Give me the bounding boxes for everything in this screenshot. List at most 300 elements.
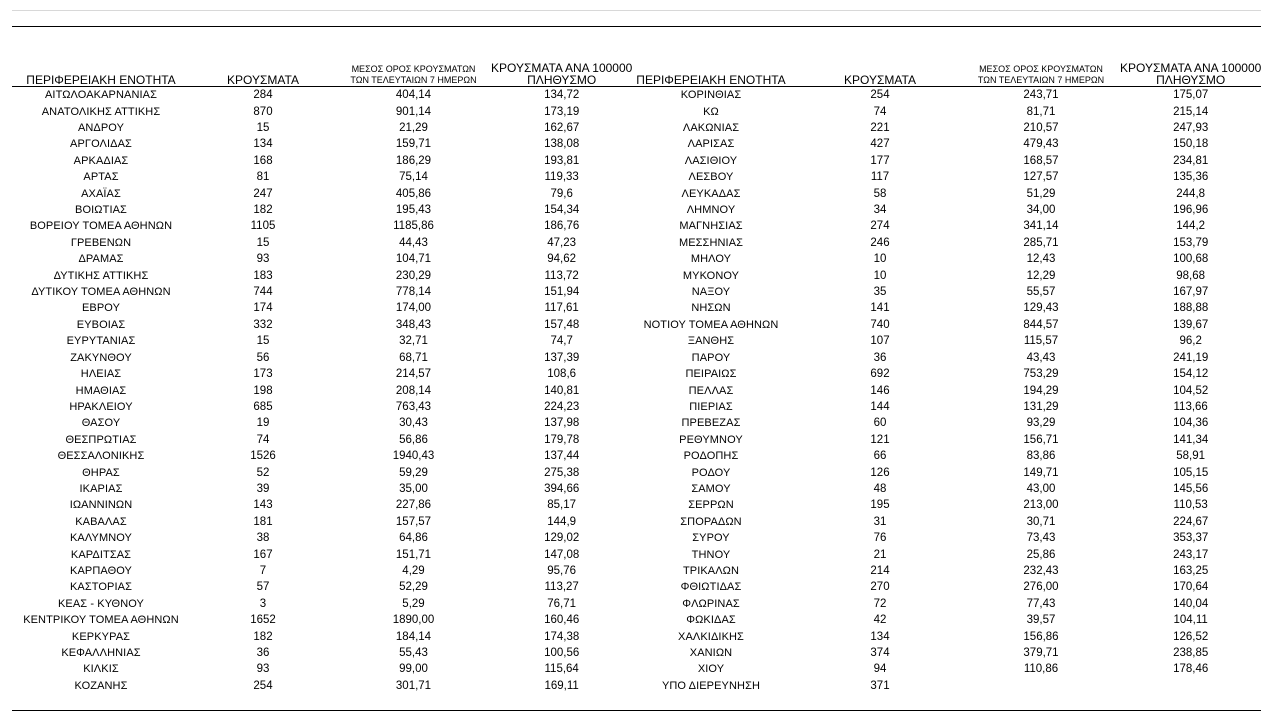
region-cell: ΛΗΜΝΟΥ: [686, 204, 736, 217]
per100k-cell: 129,02: [544, 532, 580, 545]
cases-cell: 15: [256, 122, 270, 135]
region-cell: ΦΛΩΡΙΝΑΣ: [682, 597, 740, 610]
per100k-cell: 150,18: [1173, 138, 1209, 151]
table-row: [624, 645, 1261, 661]
region-cell: ΚΑΒΑΛΑΣ: [75, 515, 127, 528]
avg7-cell: 12,43: [1026, 253, 1056, 266]
per100k-cell: 100,56: [544, 647, 580, 660]
region-cell: ΑΡΤΑΣ: [83, 171, 119, 184]
table-row: [12, 612, 632, 628]
avg7-cell: 174,00: [395, 302, 432, 315]
cases-cell: 52: [256, 466, 270, 479]
table-row: [624, 185, 1261, 201]
region-cell: ΕΥΡΥΤΑΝΙΑΣ: [66, 335, 136, 348]
per100k-cell: 238,85: [1173, 647, 1209, 660]
per100k-cell: 104,11: [1173, 614, 1208, 627]
cases-cell: 66: [873, 450, 887, 463]
table-row: [624, 661, 1261, 677]
region-cell: ΘΕΣΠΡΩΤΙΑΣ: [65, 433, 137, 446]
cases-cell: 246: [870, 236, 890, 249]
per100k-cell: 162,67: [544, 122, 580, 135]
table-row: [624, 103, 1261, 119]
per100k-cell: 126,52: [1173, 630, 1209, 643]
header-cases: ΚΡΟΥΣΜΑΤΑ: [798, 53, 962, 87]
per100k-cell: 140,04: [1173, 597, 1209, 610]
per100k-cell: 243,17: [1173, 548, 1209, 561]
cases-cell: 31: [873, 515, 887, 528]
header-per100k-line2: ΠΛΗΘΥΣΜΟ: [1156, 73, 1226, 87]
region-cell: ΘΑΣΟΥ: [81, 417, 121, 430]
region-cell: ΙΩΑΝΝΙΝΩΝ: [69, 499, 133, 512]
avg7-cell: 156,86: [1023, 630, 1059, 643]
region-cell: ΔΥΤΙΚΟΥ ΤΟΜΕΑ ΑΘΗΝΩΝ: [31, 286, 171, 299]
avg7-cell: 115,57: [1023, 335, 1059, 348]
region-cell: ΥΠΟ ΔΙΕΡΕΥΝΗΣΗ: [661, 679, 761, 692]
cases-cell: 34: [873, 204, 887, 217]
header-per100k: [1120, 53, 1261, 87]
avg7-cell: 75,14: [399, 171, 428, 184]
avg7-cell: 151,71: [395, 548, 432, 561]
region-cell: ΛΑΡΙΣΑΣ: [687, 138, 735, 151]
top-thin-rule: [12, 10, 1261, 11]
avg7-cell: 51,29: [1026, 187, 1056, 200]
cases-cell: 143: [253, 499, 273, 512]
avg7-cell: 44,43: [399, 236, 428, 249]
per100k-cell: 104,52: [1173, 384, 1209, 397]
cases-cell: 19: [256, 417, 270, 430]
region-cell: ΕΒΡΟΥ: [81, 302, 121, 315]
cases-cell: 174: [253, 302, 273, 315]
table-row: [624, 432, 1261, 448]
region-cell: ΦΘΙΩΤΙΔΑΣ: [680, 581, 742, 594]
cases-cell: 36: [256, 647, 270, 660]
per100k-cell: 244,8: [1176, 187, 1206, 200]
avg7-cell: 55,57: [1026, 286, 1056, 299]
per100k-cell: 85,17: [547, 499, 577, 512]
cases-cell: 1526: [250, 450, 276, 463]
avg7-cell: 168,57: [1023, 154, 1059, 167]
cases-cell: 173: [253, 368, 273, 381]
avg7-cell: 184,14: [395, 630, 432, 643]
per100k-cell: 95,76: [547, 564, 577, 577]
cases-cell: 270: [870, 581, 890, 594]
avg7-cell: 99,00: [399, 663, 428, 676]
cases-cell: 117: [870, 171, 890, 184]
avg7-cell: 194,29: [1023, 384, 1059, 397]
region-cell: ΚΕΑΣ - ΚΥΘΝΟΥ: [58, 597, 144, 610]
cases-cell: 134: [870, 630, 890, 643]
region-cell: ΔΥΤΙΚΗΣ ΑΤΤΙΚΗΣ: [53, 269, 149, 282]
top-rule: [12, 26, 1261, 27]
table-row: [624, 579, 1261, 595]
header-per100k: [491, 53, 632, 87]
per100k-cell: 108,6: [547, 368, 577, 381]
avg7-cell: 285,71: [1023, 236, 1059, 249]
cases-cell: 274: [870, 220, 890, 233]
cases-table-right: [624, 53, 1261, 694]
table-row: [12, 202, 632, 218]
region-cell: ΣΑΜΟΥ: [691, 482, 731, 495]
per100k-cell: 186,76: [544, 220, 580, 233]
per100k-cell: 154,34: [544, 204, 580, 217]
avg7-cell: 59,29: [399, 466, 428, 479]
region-cell: ΛΑΣΙΘΙΟΥ: [684, 154, 738, 167]
cases-cell: 76: [873, 532, 887, 545]
region-cell: ΜΕΣΣΗΝΙΑΣ: [678, 236, 744, 249]
cases-table-left: [12, 53, 632, 694]
avg7-cell: 56,86: [399, 433, 428, 446]
region-cell: ΒΟΡΕΙΟΥ ΤΟΜΕΑ ΑΘΗΝΩΝ: [29, 220, 173, 233]
avg7-cell: 232,43: [1023, 564, 1059, 577]
cases-cell: 181: [253, 515, 273, 528]
avg7-cell: 208,14: [395, 384, 432, 397]
region-cell: ΣΥΡΟΥ: [692, 532, 730, 545]
table-row: [12, 185, 632, 201]
table-row: [12, 530, 632, 546]
bottom-rule: [12, 710, 1261, 711]
region-cell: ΑΝΑΤΟΛΙΚΗΣ ΑΤΤΙΚΗΣ: [41, 105, 161, 118]
cases-cell: 214: [870, 564, 890, 577]
per100k-cell: 167,97: [1173, 286, 1209, 299]
per100k-cell: 179,78: [544, 433, 580, 446]
cases-cell: 21: [873, 548, 887, 561]
cases-cell: 332: [253, 318, 273, 331]
avg7-cell: 844,57: [1023, 318, 1059, 331]
header-per100k-line2: ΠΛΗΘΥΣΜΟ: [527, 73, 597, 87]
per100k-cell: 241,19: [1173, 351, 1209, 364]
cases-cell: 692: [870, 368, 890, 381]
table-row: [624, 333, 1261, 349]
avg7-cell: 213,00: [1023, 499, 1059, 512]
table-row: [12, 464, 632, 480]
cases-cell: 198: [253, 384, 273, 397]
per100k-cell: 58,91: [1176, 450, 1206, 463]
region-cell: ΚΙΛΚΙΣ: [83, 663, 119, 676]
cases-cell: 36: [873, 351, 887, 364]
cases-cell: 7: [259, 564, 267, 577]
cases-cell: 146: [870, 384, 890, 397]
cases-cell: 247: [253, 187, 273, 200]
avg7-cell: 110,86: [1023, 663, 1059, 676]
per100k-cell: 113,27: [544, 581, 579, 594]
per100k-cell: 144,9: [547, 515, 577, 528]
header-avg7-line1: ΜΕΣΟΣ ΟΡΟΣ ΚΡΟΥΣΜΑΤΩΝ: [351, 64, 476, 74]
avg7-cell: 77,43: [1026, 597, 1056, 610]
region-cell: ΠΡΕΒΕΖΑΣ: [681, 417, 741, 430]
region-cell: ΤΗΝΟΥ: [691, 548, 731, 561]
cases-cell: 60: [873, 417, 887, 430]
per100k-cell: 110,53: [1173, 499, 1208, 512]
table-row: [12, 300, 632, 316]
avg7-cell: 32,71: [399, 335, 428, 348]
per100k-cell: 100,68: [1173, 253, 1209, 266]
table-row: [12, 514, 632, 530]
cases-cell: 134: [253, 138, 273, 151]
cases-cell: 48: [873, 482, 887, 495]
region-cell: ΧΑΛΚΙΔΙΚΗΣ: [678, 630, 744, 643]
table-row: [624, 546, 1261, 562]
avg7-cell: 30,43: [399, 417, 428, 430]
cases-cell: 10: [873, 253, 887, 266]
region-cell: ΛΑΚΩΝΙΑΣ: [682, 122, 740, 135]
per100k-cell: 117,61: [544, 302, 579, 315]
table-row: [624, 415, 1261, 431]
region-cell: ΤΡΙΚΑΛΩΝ: [682, 564, 740, 577]
region-cell: ΡΟΔΟΥ: [691, 466, 731, 479]
per100k-cell: 135,36: [1173, 171, 1209, 184]
avg7-cell: 901,14: [395, 105, 432, 118]
table-row: [12, 415, 632, 431]
table-row: [624, 464, 1261, 480]
table-row: [624, 481, 1261, 497]
cases-cell: 195: [870, 499, 890, 512]
table-row: [12, 350, 632, 366]
cases-cell: 374: [870, 647, 890, 660]
avg7-cell: 348,43: [395, 318, 432, 331]
region-cell: ΛΕΣΒΟΥ: [688, 171, 734, 184]
avg7-cell: 25,86: [1026, 548, 1056, 561]
table-row: [12, 251, 632, 267]
per100k-cell: 104,36: [1173, 417, 1209, 430]
avg7-cell: 341,14: [1023, 220, 1059, 233]
region-cell: ΘΕΣΣΑΛΟΝΙΚΗΣ: [57, 450, 145, 463]
region-cell: ΚΕΡΚΥΡΑΣ: [71, 630, 131, 643]
per100k-cell: 137,98: [544, 417, 580, 430]
table-row: [12, 87, 632, 104]
avg7-cell: 55,43: [399, 647, 428, 660]
avg7-cell: 43,00: [1026, 482, 1056, 495]
region-cell: ΧΑΝΙΩΝ: [689, 647, 733, 660]
avg7-cell: 763,43: [395, 400, 432, 413]
per100k-cell: 113,66: [1173, 400, 1208, 413]
region-cell: ΒΟΙΩΤΙΑΣ: [75, 204, 127, 217]
table-row: [12, 136, 632, 152]
table-row: [12, 546, 632, 562]
table-row: [624, 202, 1261, 218]
avg7-cell: 1890,00: [392, 614, 435, 627]
table-row: [12, 497, 632, 513]
table-row: [12, 267, 632, 283]
avg7-cell: 214,57: [395, 368, 432, 381]
region-cell: ΓΡΕΒΕΝΩΝ: [70, 236, 132, 249]
avg7-cell: 12,29: [1026, 269, 1056, 282]
table-row: [12, 218, 632, 234]
per100k-cell: 174,38: [544, 630, 580, 643]
table-row: [624, 235, 1261, 251]
per100k-cell: 169,11: [544, 679, 579, 692]
cases-cell: 427: [870, 138, 890, 151]
cases-cell: 254: [253, 679, 273, 692]
table-row: [624, 563, 1261, 579]
per100k-cell: 175,07: [1173, 89, 1209, 102]
avg7-cell: 210,57: [1023, 122, 1059, 135]
region-cell: ΑΡΚΑΔΙΑΣ: [73, 154, 129, 167]
per100k-cell: 74,7: [550, 335, 573, 348]
region-cell: ΜΥΚΟΝΟΥ: [682, 269, 740, 282]
per100k-cell: 140,81: [544, 384, 580, 397]
per100k-cell: 247,93: [1173, 122, 1209, 135]
region-cell: ΣΕΡΡΩΝ: [688, 499, 734, 512]
region-cell: ΚΩ: [703, 105, 719, 118]
region-cell: ΚΑΡΠΑΘΟΥ: [70, 564, 132, 577]
table-row: [12, 448, 632, 464]
per100k-cell: 178,46: [1173, 663, 1209, 676]
header-avg7: [336, 53, 491, 87]
region-cell: ΚΕΝΤΡΙΚΟΥ ΤΟΜΕΑ ΑΘΗΝΩΝ: [23, 614, 179, 627]
per100k-cell: 154,12: [1173, 368, 1209, 381]
avg7-cell: 52,29: [399, 581, 428, 594]
avg7-cell: 129,43: [1023, 302, 1059, 315]
per100k-cell: 188,88: [1173, 302, 1209, 315]
header-per100k-line1: ΚΡΟΥΣΜΑΤΑ ΑΝΑ 100000: [491, 61, 633, 75]
cases-cell: 740: [870, 318, 890, 331]
cases-cell: 144: [870, 400, 890, 413]
cases-cell: 121: [870, 433, 890, 446]
region-cell: ΡΟΔΟΠΗΣ: [683, 450, 739, 463]
region-cell: ΠΙΕΡΙΑΣ: [689, 400, 733, 413]
table-row: [624, 678, 1261, 694]
cases-cell: 107: [870, 335, 890, 348]
region-cell: ΦΩΚΙΔΑΣ: [686, 614, 736, 627]
header-region: ΠΕΡΙΦΕΡΕΙΑΚΗ ΕΝΟΤΗΤΑ: [12, 53, 190, 87]
cases-cell: 38: [256, 532, 270, 545]
avg7-cell: 195,43: [395, 204, 432, 217]
avg7-cell: 156,71: [1023, 433, 1059, 446]
cases-cell: 685: [253, 400, 273, 413]
region-cell: ΠΕΛΛΑΣ: [688, 384, 734, 397]
region-cell: ΝΟΤΙΟΥ ΤΟΜΕΑ ΑΘΗΝΩΝ: [643, 318, 779, 331]
region-cell: ΑΧΑΪΑΣ: [81, 187, 121, 200]
cases-cell: 35: [873, 286, 887, 299]
per100k-cell: 144,2: [1176, 220, 1206, 233]
table-row: [624, 218, 1261, 234]
table-row: [624, 87, 1261, 104]
region-cell: ΙΚΑΡΙΑΣ: [79, 482, 123, 495]
table-row: [12, 645, 632, 661]
cases-cell: 371: [870, 679, 890, 692]
per100k-cell: 96,2: [1179, 335, 1202, 348]
header-region: ΠΕΡΙΦΕΡΕΙΑΚΗ ΕΝΟΤΗΤΑ: [624, 53, 798, 87]
per100k-cell: 153,79: [1173, 236, 1209, 249]
cases-cell: 93: [256, 253, 270, 266]
table-header-row: [12, 53, 632, 87]
table-row: [624, 284, 1261, 300]
avg7-cell: 753,29: [1023, 368, 1059, 381]
per100k-cell: 138,08: [544, 138, 580, 151]
region-cell: ΚΕΦΑΛΛΗΝΙΑΣ: [61, 647, 141, 660]
region-cell: ΝΑΞΟΥ: [691, 286, 731, 299]
region-cell: ΖΑΚΥΝΘΟΥ: [70, 351, 132, 364]
table-row: [624, 300, 1261, 316]
cases-cell: 10: [873, 269, 887, 282]
per100k-cell: 119,33: [544, 171, 579, 184]
cases-cell: 74: [256, 433, 270, 446]
table-row: [12, 317, 632, 333]
avg7-cell: 405,86: [395, 187, 432, 200]
avg7-cell: [962, 678, 1120, 694]
table-row: [624, 497, 1261, 513]
region-cell: ΗΡΑΚΛΕΙΟΥ: [69, 400, 133, 413]
cases-cell: 870: [253, 105, 273, 118]
region-cell: ΝΗΣΩΝ: [691, 302, 731, 315]
header-avg7: [962, 53, 1120, 87]
cases-cell: 1652: [250, 614, 276, 627]
per100k-cell: 215,14: [1173, 105, 1209, 118]
per100k-cell: 134,72: [544, 89, 580, 102]
region-cell: ΑΡΓΟΛΙΔΑΣ: [70, 138, 132, 151]
cases-cell: 3: [259, 597, 267, 610]
table-row: [624, 251, 1261, 267]
table-row: [12, 563, 632, 579]
region-cell: ΕΥΒΟΙΑΣ: [76, 318, 126, 331]
region-cell: ΣΠΟΡΑΔΩΝ: [680, 515, 742, 528]
table-row: [624, 153, 1261, 169]
header-avg7-line2: ΤΩΝ ΤΕΛΕΥΤΑΙΩΝ 7 ΗΜΕΡΩΝ: [350, 75, 477, 85]
per100k-cell: 147,08: [544, 548, 580, 561]
table-row: [624, 267, 1261, 283]
table-row: [12, 235, 632, 251]
per100k-cell: 160,46: [544, 614, 580, 627]
avg7-cell: 35,00: [399, 482, 428, 495]
per100k-cell: 173,19: [544, 105, 580, 118]
region-cell: ΚΑΣΤΟΡΙΑΣ: [70, 581, 132, 594]
avg7-cell: 64,86: [399, 532, 428, 545]
table-row: [12, 284, 632, 300]
table-row: [624, 317, 1261, 333]
avg7-cell: 276,00: [1023, 581, 1059, 594]
cases-cell: 93: [256, 663, 270, 676]
per100k-cell: 353,37: [1173, 532, 1209, 545]
region-cell: ΜΑΓΝΗΣΙΑΣ: [679, 220, 743, 233]
avg7-cell: 131,29: [1023, 400, 1059, 413]
avg7-cell: 186,29: [395, 154, 432, 167]
table-row: [12, 481, 632, 497]
table-row: [624, 628, 1261, 644]
header-avg7-line2: ΤΩΝ ΤΕΛΕΥΤΑΙΩΝ 7 ΗΜΕΡΩΝ: [977, 75, 1105, 85]
avg7-cell: 1185,86: [393, 220, 434, 233]
table-row: [12, 169, 632, 185]
per100k-cell: 141,34: [1173, 433, 1209, 446]
cases-cell: 15: [256, 335, 270, 348]
per100k-cell: 76,71: [547, 597, 577, 610]
region-cell: ΚΑΡΔΙΤΣΑΣ: [70, 548, 132, 561]
avg7-cell: 93,29: [1026, 417, 1056, 430]
table-row: [624, 136, 1261, 152]
per100k-cell: [1120, 678, 1261, 694]
avg7-cell: 778,14: [395, 286, 432, 299]
cases-cell: 57: [256, 581, 270, 594]
cases-cell: 81: [256, 171, 270, 184]
cases-cell: 177: [870, 154, 890, 167]
region-cell: ΠΕΙΡΑΙΩΣ: [685, 368, 737, 381]
per100k-cell: 94,62: [547, 253, 577, 266]
avg7-cell: 30,71: [1026, 515, 1056, 528]
table-row: [12, 153, 632, 169]
table-row: [12, 382, 632, 398]
avg7-cell: 127,57: [1023, 171, 1059, 184]
table-row: [12, 399, 632, 415]
table-row: [624, 530, 1261, 546]
avg7-cell: 4,29: [402, 564, 425, 577]
per100k-cell: 196,96: [1173, 204, 1209, 217]
avg7-cell: 34,00: [1026, 204, 1056, 217]
cases-cell: 74: [873, 105, 887, 118]
avg7-cell: 230,29: [395, 269, 432, 282]
cases-cell: 56: [256, 351, 270, 364]
region-cell: ΗΜΑΘΙΑΣ: [75, 384, 127, 397]
header-per100k-line1: ΚΡΟΥΣΜΑΤΑ ΑΝΑ 100000: [1120, 61, 1262, 75]
avg7-cell: 5,29: [402, 597, 425, 610]
